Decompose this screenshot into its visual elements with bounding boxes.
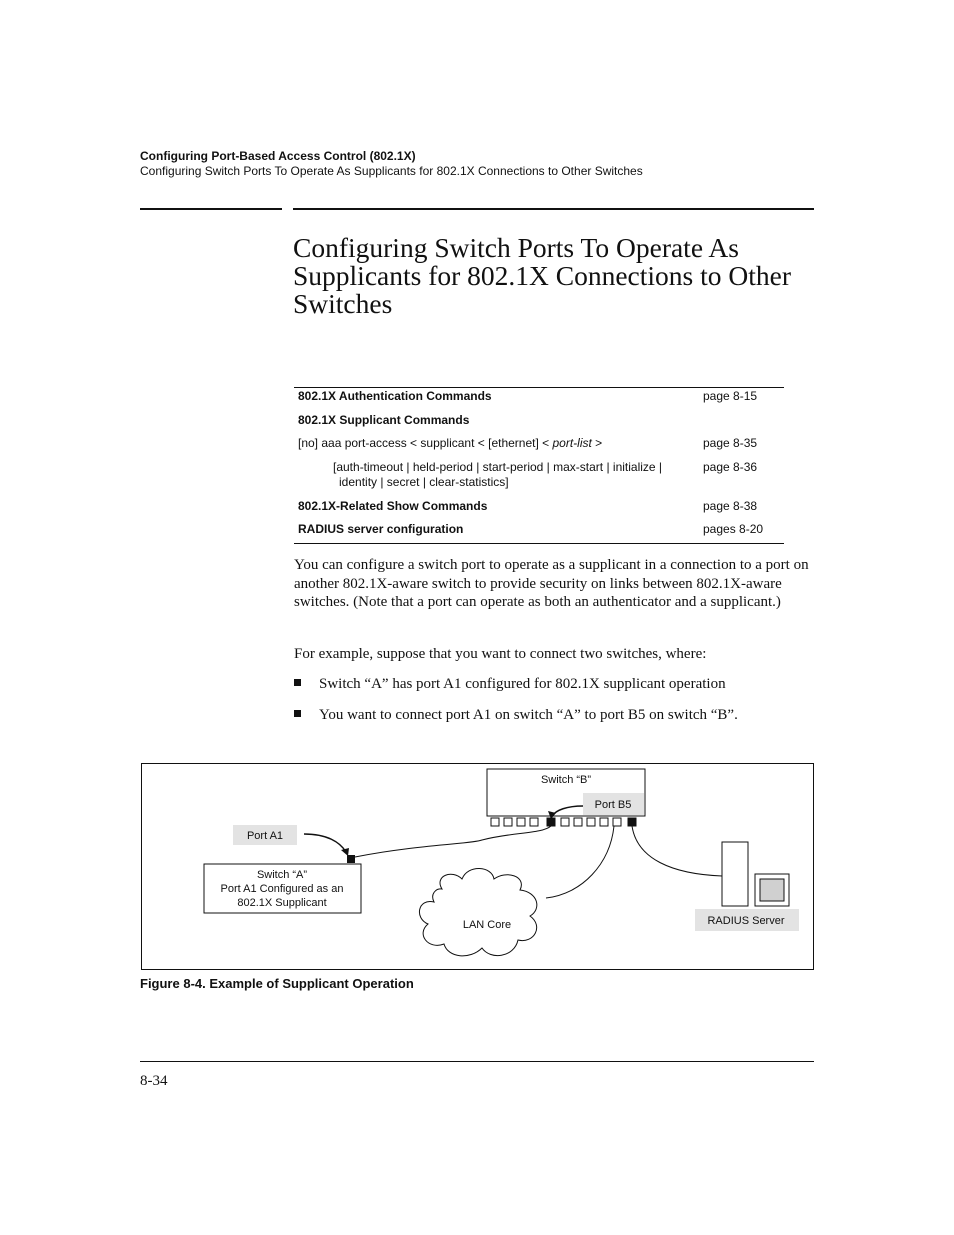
command-prefix: [no] aaa port-access < supplicant < [ethernet] <: [298, 436, 553, 450]
port-b6: [561, 818, 569, 826]
section-title: Configuring Switch Ports To Operate As Supplicants for 802.1X Connections to Other Switches: [293, 232, 791, 319]
auth-commands-page: page 8-15: [703, 389, 758, 403]
running-header-section: Configuring Switch Ports To Operate As Supplicants for 802.1X Connections to Other Switches: [140, 164, 643, 178]
command-suffix: >: [591, 436, 603, 450]
auth-commands-label: 802.1X Authentication Commands: [298, 389, 492, 403]
command-options-line1: [auth-timeout | held-period | start-period | max-start | initialize |: [333, 460, 663, 474]
radius-server-screen: [760, 879, 784, 901]
command-options-page: page 8-36: [703, 460, 758, 474]
port-b3: [517, 818, 525, 826]
command-reference-table: [294, 387, 784, 544]
supplicant-command-syntax: [298, 436, 602, 450]
switch-a-line1: Switch “A”: [256, 869, 308, 881]
example-paragraph: For example, suppose that you want to connect two switches, where:: [294, 646, 707, 662]
running-header-chapter: Configuring Port-Based Access Control (802.1X): [140, 149, 416, 163]
port-b4: [530, 818, 538, 826]
port-b5-label: Port B5: [594, 799, 632, 811]
switch-b-ports: [491, 818, 636, 826]
radius-config-page: pages 8-20: [703, 522, 764, 536]
page-number: 8-34: [140, 1073, 168, 1089]
bullet-marker: [294, 710, 301, 717]
figure-caption: Figure 8-4. Example of Supplicant Operation: [140, 976, 414, 991]
show-commands-label: 802.1X-Related Show Commands: [298, 499, 488, 513]
command-port-list: port-list: [552, 436, 592, 450]
supplicant-command-page: page 8-35: [703, 436, 758, 450]
command-options-line2: identity | secret | clear-statistics]: [339, 475, 509, 489]
header-rule-main: [293, 208, 814, 210]
port-b5: [547, 818, 555, 826]
lan-core-label: LAN Core: [462, 919, 512, 931]
bullet-item: [294, 676, 726, 693]
port-b9: [600, 818, 608, 826]
link-a1-to-b5: [355, 826, 551, 857]
show-commands-page: page 8-38: [703, 499, 758, 513]
radius-config-label: RADIUS server configuration: [298, 522, 464, 536]
lan-core-cloud: [419, 868, 536, 955]
intro-paragraph: You can configure a switch port to operate as a supplicant in a connection to a port on another 802.1X-aware switch to provide security on links between 802.1X-aware switches. (Note that a port can operate as both an authenticator and a supplicant.): [294, 557, 809, 610]
port-b10: [613, 818, 621, 826]
supplicant-diagram: [142, 764, 813, 969]
switch-a-line3: 802.1X Supplicant: [237, 897, 327, 909]
bullet-item: [294, 707, 738, 724]
link-lan-core-to-switch-b: [546, 826, 614, 898]
port-b2: [504, 818, 512, 826]
port-b-radius: [628, 818, 636, 826]
switch-b-label: Switch “B”: [540, 774, 592, 786]
radius-server-tower: [722, 842, 748, 906]
bullet-text: You want to connect port A1 on switch “A” to port B5 on switch “B”.: [319, 707, 738, 723]
port-b7: [574, 818, 582, 826]
footer-rule: [140, 1061, 814, 1062]
port-a1: [347, 855, 355, 863]
link-switch-b-to-radius: [632, 826, 722, 876]
radius-server-label: RADIUS Server: [707, 915, 785, 927]
bullet-marker: [294, 679, 301, 686]
port-b1: [491, 818, 499, 826]
port-a1-arrow: [304, 834, 346, 852]
port-a1-arrowhead: [341, 848, 349, 856]
header-rule-left: [140, 208, 282, 210]
switch-a-line2: Port A1 Configured as an: [220, 883, 344, 895]
supplicant-commands-label: 802.1X Supplicant Commands: [298, 413, 470, 427]
port-a1-label: Port A1: [246, 830, 284, 842]
bullet-text: Switch “A” has port A1 configured for 802.1X supplicant operation: [319, 676, 726, 692]
port-b8: [587, 818, 595, 826]
figure-frame: [141, 763, 814, 970]
